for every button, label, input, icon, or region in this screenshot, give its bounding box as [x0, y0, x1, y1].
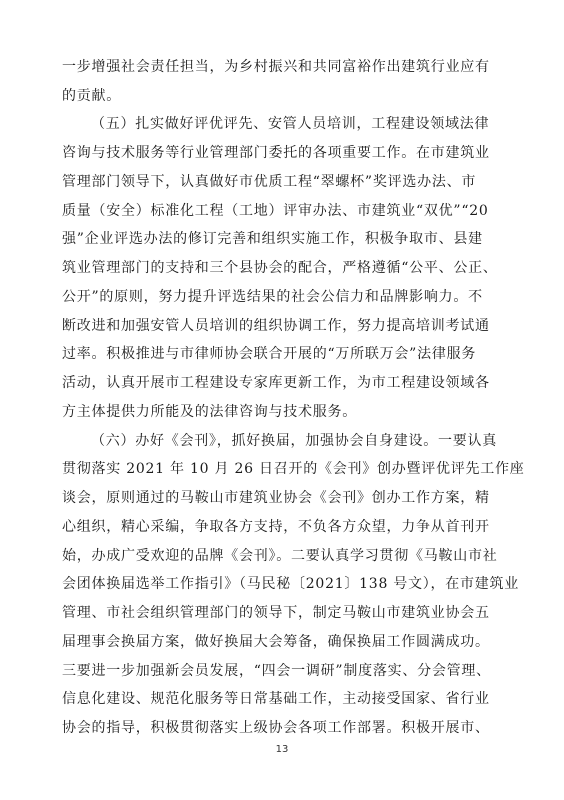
body-text-line: 一步增强社会责任担当，为乡村振兴和共同富裕作出建筑行业应有 — [62, 59, 490, 75]
body-text-line: 公开”的原则，努力提升评选结果的社会公信力和品牌影响力。不 — [62, 289, 483, 305]
body-text-line: 协会的指导，积极贯彻落实上级协会各项工作部署。积极开展市、 — [62, 720, 490, 736]
body-text-line: 质量（安全）标准化工程（工地）评审办法、市建筑业“双优”“20 — [62, 203, 489, 219]
body-text-line: 方主体提供力所能及的法律咨询与技术服务。 — [62, 404, 357, 420]
body-text-line: 的贡献。 — [62, 88, 121, 104]
body-text-line: 贯彻落实 2021 年 10 月 26 日召开的《会刊》创办暨评优评先工作座 — [62, 461, 525, 477]
paragraph-heading-line: （六）办好《会刊》，抓好换届，加强协会自身建设。一要认真 — [91, 433, 497, 449]
body-text-line: 信息化建设、规范化服务等日常基础工作，主动接受国家、省行业 — [62, 691, 490, 707]
body-text-line: 谈会，原则通过的马鞍山市建筑业协会《会刊》创办工作方案，精 — [62, 490, 490, 506]
body-text-line: 筑业管理部门的支持和三个县协会的配合，严格遵循“公平、公正、 — [62, 260, 498, 276]
body-text-line: 三要进一步加强新会员发展，“四会一调研”制度落实、分会管理、 — [62, 663, 491, 679]
body-text-line: 届理事会换届方案，做好换届大会筹备，确保换届工作圆满成功。 — [62, 634, 490, 650]
body-text-line: 活动，认真开展市工程建设专家库更新工作，为市工程建设领域各 — [62, 375, 490, 391]
paragraph-heading-line: （五）扎实做好评优评先、安管人员培训，工程建设领域法律 — [91, 116, 490, 132]
body-text-line: 管理部门领导下，认真做好市优质工程“翠螺杯”奖评选办法、市 — [62, 174, 477, 190]
body-text-line: 咨询与技术服务等行业管理部门委托的各项重要工作。在市建筑业 — [62, 145, 490, 161]
body-text-line: 断改进和加强安管人员培训的组织协调工作，努力提高培训考试通 — [62, 318, 490, 334]
body-text-line: 管理、市社会组织管理部门的领导下，制定马鞍山市建筑业协会五 — [62, 605, 490, 621]
body-text-line: 始，办成广受欢迎的品牌《会刊》。二要认真学习贯彻《马鞍山市社 — [62, 548, 498, 564]
body-text-line: 会团体换届选举工作指引》（马民秘〔2021〕138 号文），在市建筑业 — [62, 576, 520, 592]
body-text-line: 心组织，精心采编，争取各方支持，不负各方众望，力争从首刊开 — [62, 519, 490, 535]
body-text-line: 过率。积极推进与市律师协会联合开展的“万所联万会”法律服务 — [62, 346, 477, 362]
page-number: 13 — [275, 744, 289, 755]
body-text-line: 强”企业评选办法的修订完善和组织实施工作，积极争取市、县建 — [62, 231, 483, 247]
